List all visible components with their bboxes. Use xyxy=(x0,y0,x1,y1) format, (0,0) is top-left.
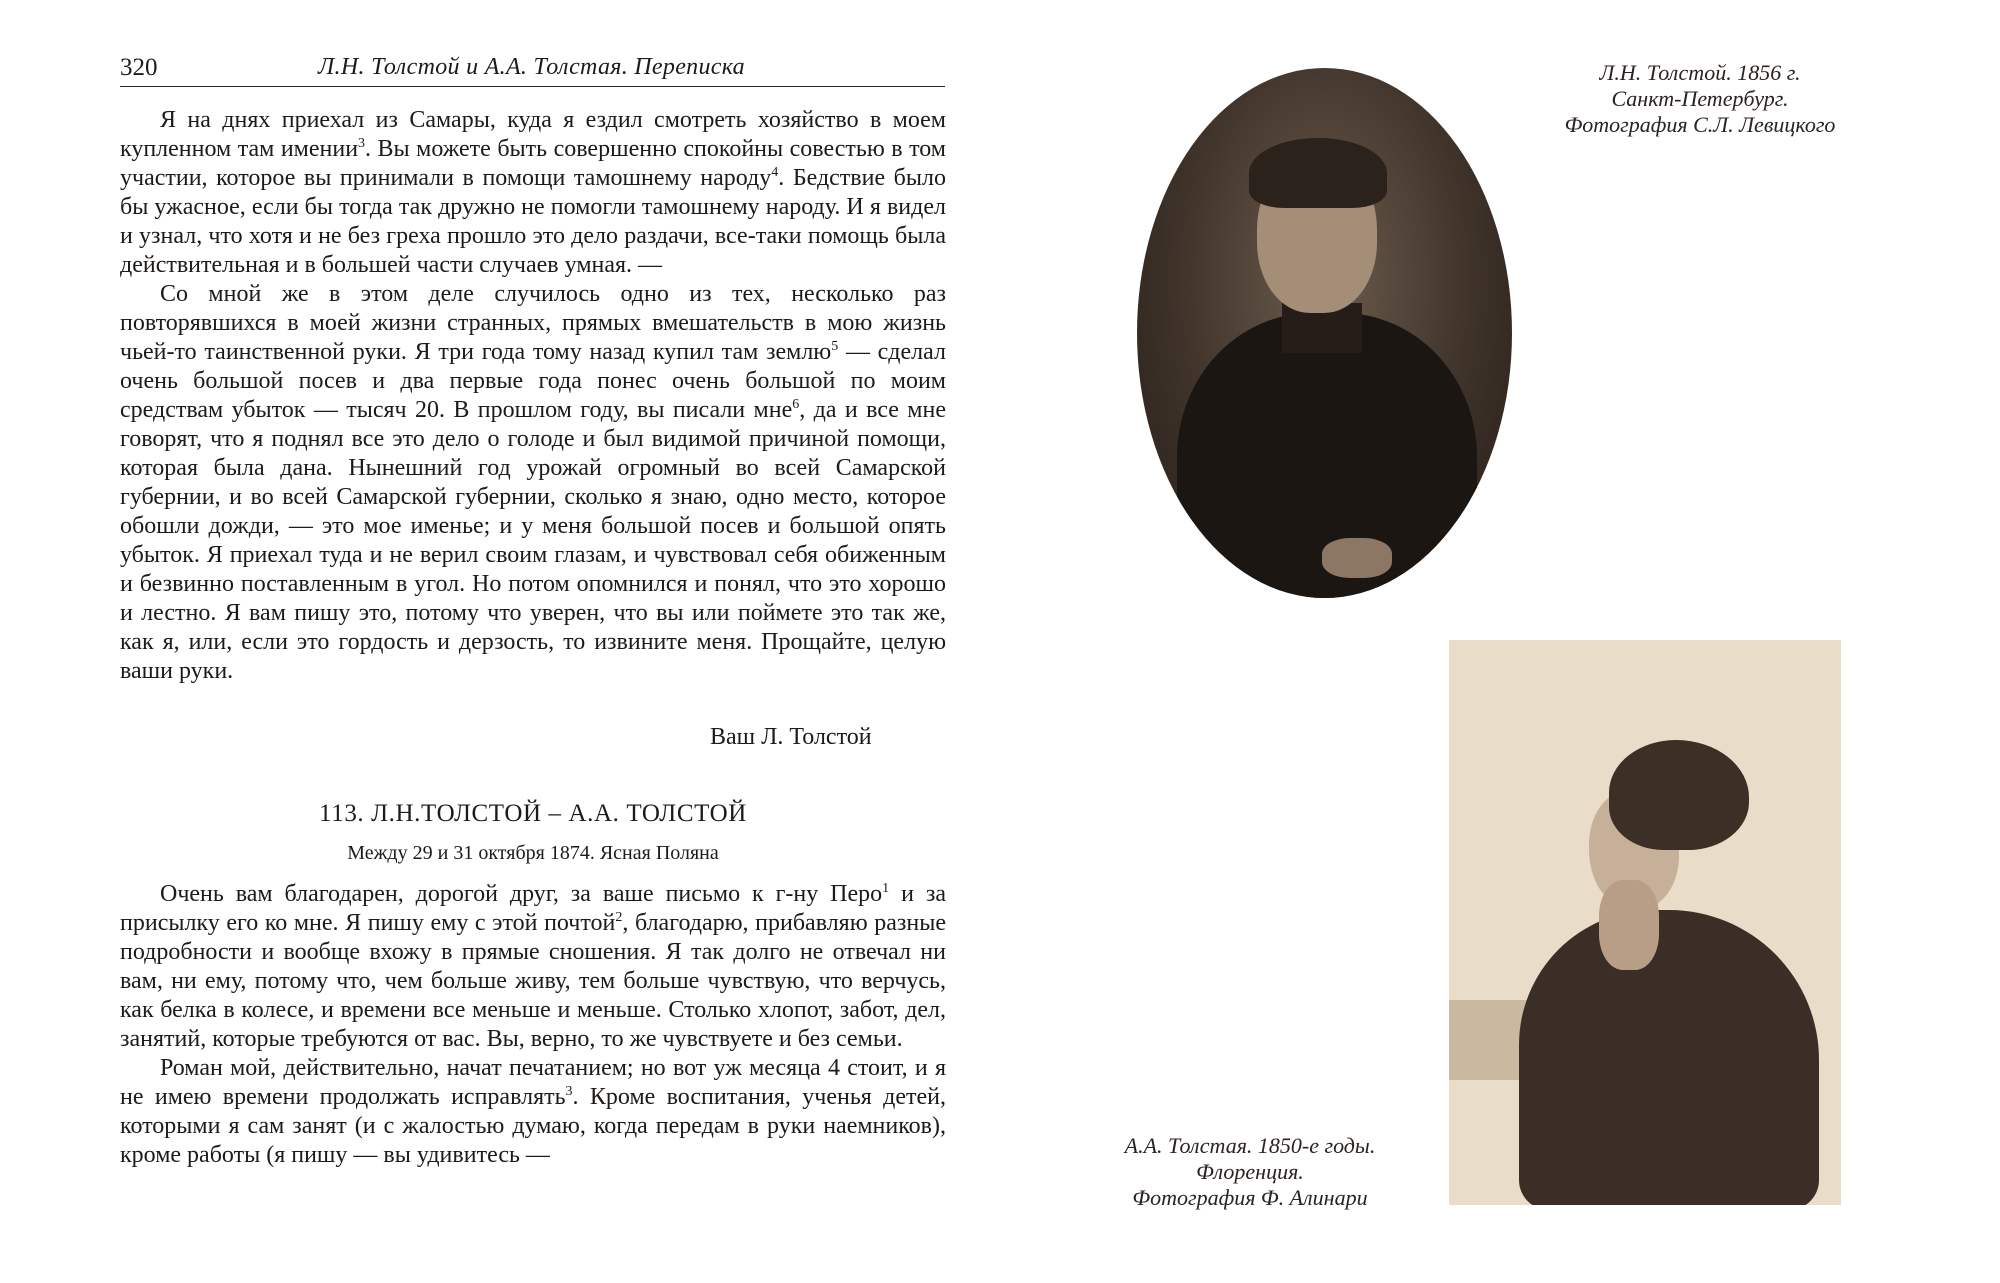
page-number: 320 xyxy=(120,54,158,81)
letter-112-body xyxy=(120,106,946,686)
portrait-hair xyxy=(1249,138,1387,208)
portrait-hair xyxy=(1609,740,1749,850)
running-title: Л.Н. Толстой и А.А. Толстая. Переписка xyxy=(318,54,745,80)
letter-date-place: Между 29 и 31 октября 1874. Ясная Поляна xyxy=(347,842,719,864)
paragraph: Я на днях приехал из Самары, куда я ездил смотреть хозяйство в моем купленном там имении$^3$. Вы можете быть совершенно спокойны совестью в том участии, которое вы принимали в помощи тамошнему народу$^4$. Бедствие было бы ужасное, если бы тогда так дружно не помогли тамошнему народу. И я видел и узнал, что хотя и не без греха прошло это дело раздачи, все-таки помощь была действительная и в большей части случаев умная. — xyxy=(120,107,946,278)
footnote-ref: 6 xyxy=(792,397,800,412)
portrait-hand xyxy=(1599,880,1659,970)
paragraph: Роман мой, действительно, начат печатанием; но вот уж месяца 4 стоит, и я не имею времени продолжать исправлять$^3$. Кроме воспитания, ученья детей, которыми я сам занят (и с жалостью думаю, когда передам в руки наемников), кроме работы (я пишу — вы удивитесь — xyxy=(120,1055,946,1168)
letter-113-body xyxy=(120,880,946,1170)
right-page xyxy=(1000,0,2000,1283)
signature: Ваш Л. Толстой xyxy=(710,724,872,750)
running-head xyxy=(120,50,945,87)
paragraph: Со мной же в этом деле случилось одно из тех, несколько раз повторявшихся в моей жизни странных, прямых вмешательств в мою жизнь чьей-то таинственной руки. Я три года тому назад купил там землю$^5$ — сделал очень большой посев и два первые года понес очень большой по моим средствам убыток — тысяч 20. В прошлом году, вы писали мне$^6$, да и все мне говорят, что я поднял все это дело о голоде и был видимой причиной помощи, которая была дана. Нынешний год урожай огромный во всей Самарской губернии, и во всей Самарской губернии, сколько я знаю, одно место, которое обошли дожди, — это мое именье; и у меня большой посев и большой опять убыток. Я приехал туда и не верил своим глазам, и чувствовал себя обиженным и безвинно поставленным в угол. Но потом опомнился и понял, что это хорошо и лестно. Я вам пишу это, потому что уверен, что вы или поймете это так же, как я, или, если это гордость и дерзость, то извините меня. Прощайте, целую ваши руки. xyxy=(120,281,946,684)
footnote-ref: 4 xyxy=(771,165,779,180)
footnote-ref: 5 xyxy=(831,339,839,354)
portrait-photo-lev-tolstoy xyxy=(1137,68,1512,598)
portrait-photo-alexandra-tolstaya xyxy=(1449,640,1841,1205)
footnote-ref: 2 xyxy=(615,910,623,925)
paragraph: Очень вам благодарен, дорогой друг, за ваше письмо к г-ну Перо$^1$ и за присылку его ко мне. Я пишу ему с этой почтой$^2$, благодарю, прибавляю разные подробности и вообще вхожу в прямые сношения. Я так долго не отвечал ни вам, ни ему, потому что, чем больше живу, тем больше чувствую, что верчусь, как белка в колесе, и времени все меньше и меньше. Столько хлопот, забот, дел, занятий, которые требуются от вас. Вы, верно, то же чувствуете и без семьи. xyxy=(120,881,946,1052)
footnote-ref: 3 xyxy=(565,1084,573,1099)
portrait-hand xyxy=(1322,538,1392,578)
photo-caption-2: А.А. Толстая. 1850-е годы. Флоренция. Фотография Ф. Алинари xyxy=(1124,1133,1376,1210)
footnote-ref: 3 xyxy=(358,136,366,151)
footnote-ref: 1 xyxy=(882,881,890,896)
photo-caption-1: Л.Н. Толстой. 1856 г. Санкт-Петербург. Фотография С.Л. Левицкого xyxy=(1564,60,1836,137)
portrait-figure xyxy=(1519,910,1819,1205)
letter-heading: 113. Л.Н.ТОЛСТОЙ – А.А. ТОЛСТОЙ xyxy=(319,800,747,827)
